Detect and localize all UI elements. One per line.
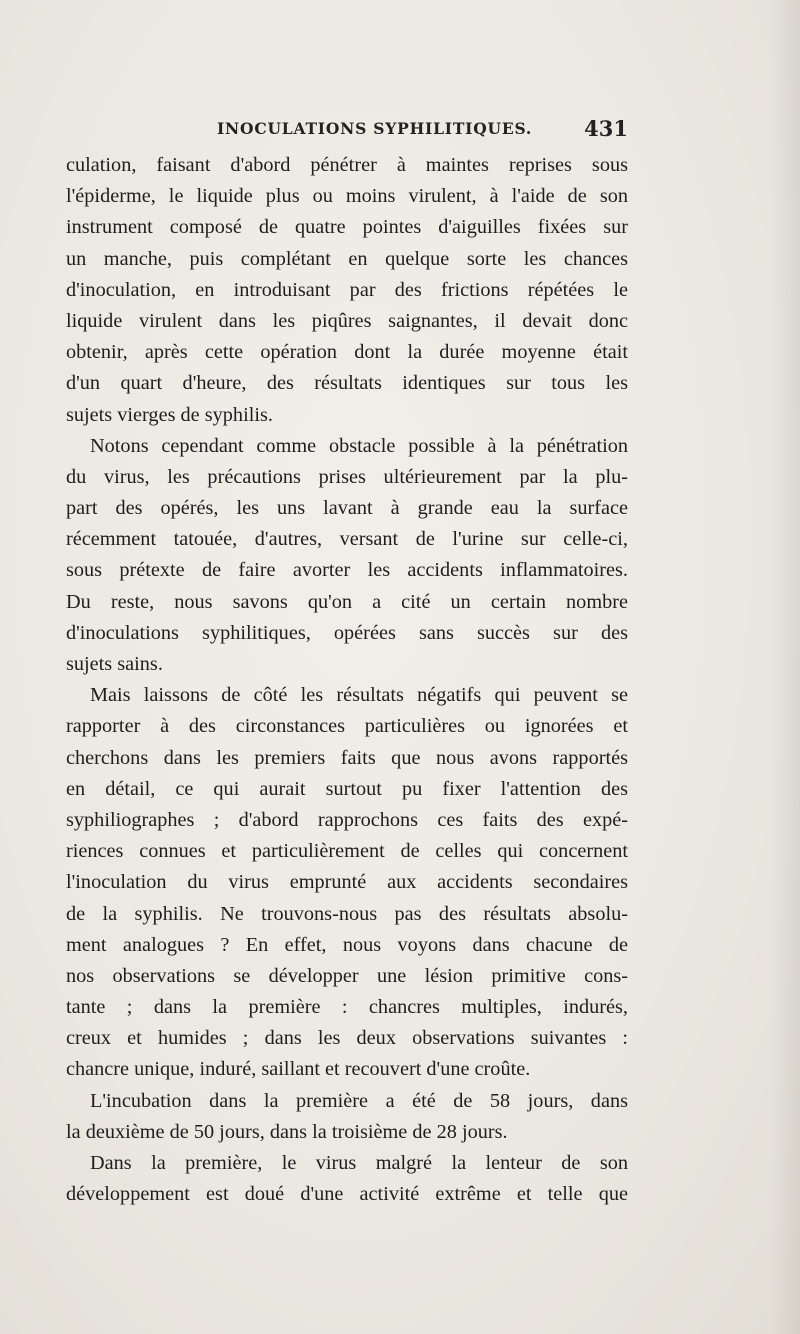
text-line: sous prétexte de faire avorter les accidents inflammatoires. <box>66 559 628 582</box>
text-line: syphiliographes ; d'abord rapprochons ces faits des expé- <box>66 808 628 831</box>
text-line: Du reste, nous savons qu'on a cité un certain nombre <box>66 590 628 613</box>
body-text <box>66 150 628 1210</box>
text-line: l'inoculation du virus emprunté aux accidents secondaires <box>66 871 628 894</box>
text-line: d'inoculations syphilitiques, opérées sans succès sur des <box>66 621 628 644</box>
text-line: culation, faisant d'abord pénétrer à maintes reprises sous <box>66 154 628 176</box>
text-line: sujets sains. <box>66 653 163 675</box>
text-line: L'incubation dans la première a été de 58 jours, dans <box>90 1089 628 1112</box>
text-line: Dans la première, le virus malgré la lenteur de son <box>90 1152 628 1174</box>
page-header <box>60 116 628 146</box>
text-line: rapporter à des circonstances particulières ou ignorées et <box>66 715 628 738</box>
text-line: obtenir, après cette opération dont la durée moyenne était <box>66 341 628 364</box>
text-line: chancre unique, induré, saillant et recouvert d'une croûte. <box>66 1058 531 1081</box>
text-line: Notons cependant comme obstacle possible à la pénétration <box>90 434 628 457</box>
text-line: l'épiderme, le liquide plus ou moins virulent, à l'aide de son <box>66 185 628 208</box>
text-line: part des opérés, les uns lavant à grande eau la surface <box>66 497 628 520</box>
running-title: INOCULATIONS SYPHILITIQUES. <box>217 119 533 138</box>
text-line: liquide virulent dans les piqûres saignantes, il devait donc <box>66 309 628 332</box>
text-line: sujets vierges de syphilis. <box>66 403 273 426</box>
text-line: instrument composé de quatre pointes d'aiguilles fixées sur <box>66 216 628 239</box>
text-line: de la syphilis. Ne trouvons-nous pas des résultats absolu- <box>66 902 628 925</box>
text-line: développement est doué d'une activité extrême et telle que <box>66 1183 628 1206</box>
text-line: la deuxième de 50 jours, dans la troisième de 28 jours. <box>66 1120 508 1143</box>
text-line: ment analogues ? En effet, nous voyons dans chacune de <box>66 933 628 956</box>
text-line: en détail, ce qui aurait surtout pu fixer l'attention des <box>66 777 628 800</box>
text-line: tante ; dans la première : chancres multiples, indurés, <box>66 996 628 1019</box>
text-line: récemment tatouée, d'autres, versant de l'urine sur celle-ci, <box>66 528 628 551</box>
text-line: un manche, puis complétant en quelque sorte les chances <box>66 247 628 270</box>
text-line: nos observations se développer une lésion primitive cons- <box>66 964 628 987</box>
text-line: du virus, les précautions prises ultérieurement par la plu- <box>66 465 628 488</box>
text-line: cherchons dans les premiers faits que nous avons rapportés <box>66 746 628 769</box>
text-line: Mais laissons de côté les résultats négatifs qui peuvent se <box>90 684 628 707</box>
text-line: creux et humides ; dans les deux observations suivantes : <box>66 1027 628 1050</box>
page-number: 431 <box>584 116 628 141</box>
text-line: riences connues et particulièrement de celles qui concernent <box>66 840 628 863</box>
text-line: d'un quart d'heure, des résultats identiques sur tous les <box>66 372 628 395</box>
text-line: d'inoculation, en introduisant par des frictions répétées le <box>66 278 628 301</box>
